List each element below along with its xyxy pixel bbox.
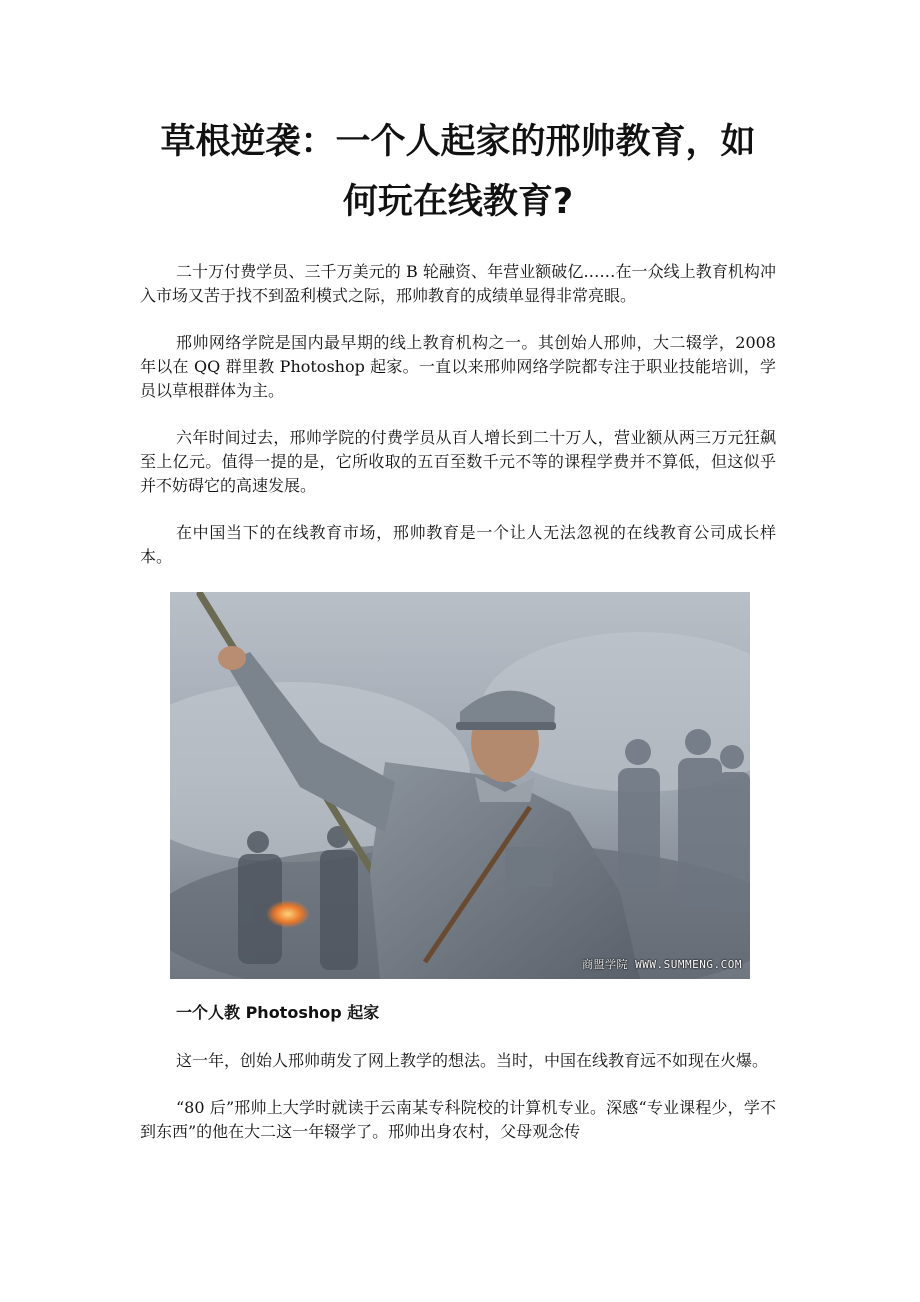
photo-watermark: 商盟学院 WWW.SUMMENG.COM xyxy=(582,958,742,971)
section-subheading: 一个人教 Photoshop 起家 xyxy=(176,1003,380,1022)
paragraph-3: 六年时间过去，邢帅学院的付费学员从百人增长到二十万人，营业额从两三万元狂飙至上亿元。值得一提的是，它所收取的五百至数千元不等的课程学费并不算低，但这似乎并不妨碍它的高速发展。 xyxy=(140,428,776,495)
article-title-line-2: 何玩在线教育? xyxy=(342,182,574,222)
paragraph-4: 在中国当下的在线教育市场，邢帅教育是一个让人无法忽视的在线教育公司成长样本。 xyxy=(140,523,776,566)
photo-illustration xyxy=(170,592,750,979)
paragraph-5: 这一年，创始人邢帅萌发了网上教学的想法。当时，中国在线教育远不如现在火爆。 xyxy=(176,1051,769,1070)
paragraph-6: “80 后”邢帅上大学时就读于云南某专科院校的计算机专业。深感“专业课程少，学不到东西”的他在大二这一年辍学了。邢帅出身农村，父母观念传 xyxy=(140,1098,776,1141)
article-body xyxy=(140,260,776,1144)
document-page xyxy=(140,112,776,1167)
paragraph-1: 二十万付费学员、三千万美元的 B 轮融资、年营业额破亿……在一众线上教育机构冲入市场又苦于找不到盈利模式之际，邢帅教育的成绩单显得非常亮眼。 xyxy=(140,262,776,305)
paragraph-2: 邢帅网络学院是国内最早期的线上教育机构之一。其创始人邢帅，大二辍学，2008 年以在 QQ 群里教 Photoshop 起家。一直以来邢帅网络学院都专注于职业技能培训，学员以草根群体为主。 xyxy=(140,333,776,400)
article-title-line-1: 草根逆袭：一个人起家的邢帅教育，如 xyxy=(160,122,756,162)
article-photo xyxy=(170,592,750,979)
article-title xyxy=(140,112,776,232)
